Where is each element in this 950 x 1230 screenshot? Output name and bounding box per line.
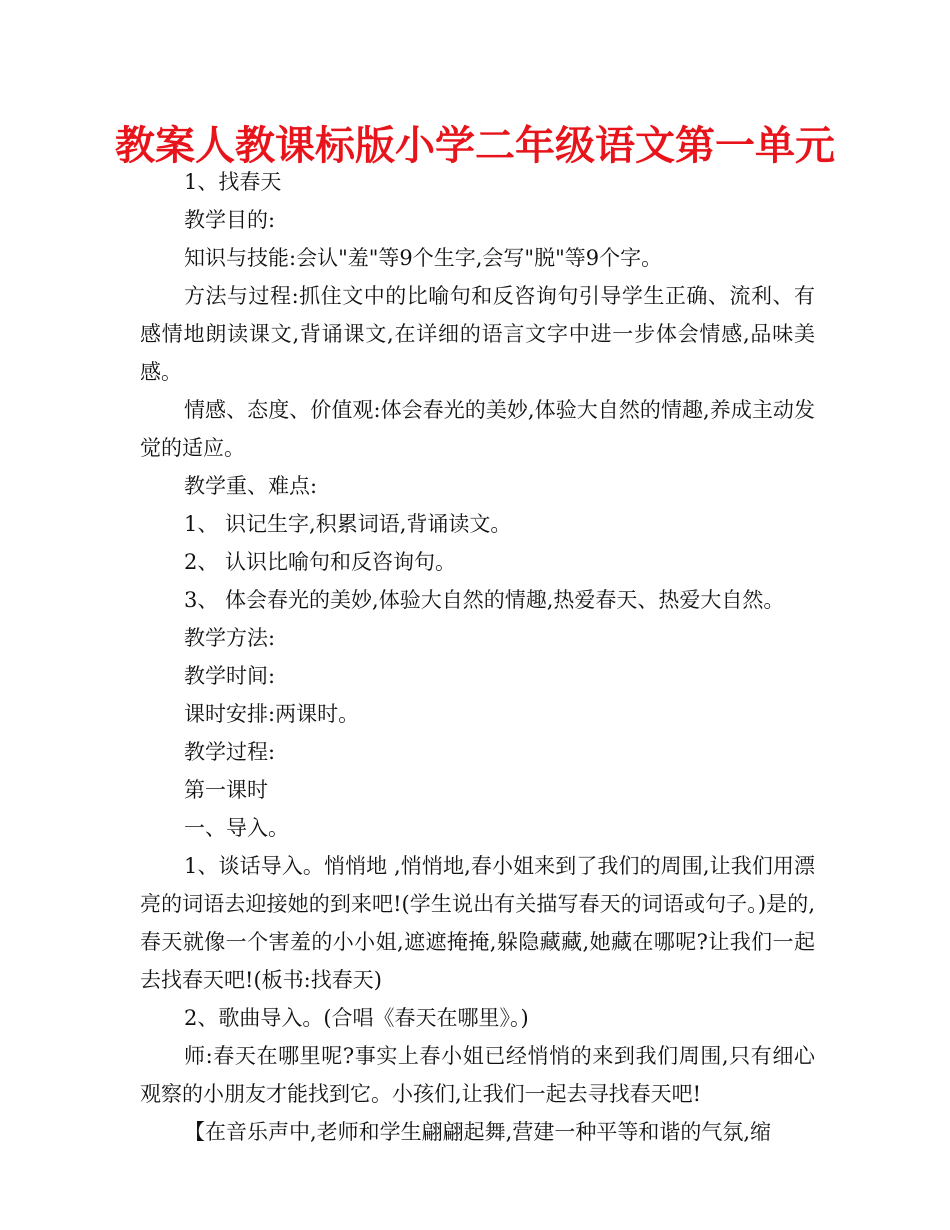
paragraph-schedule: 课时安排:两课时。: [184, 702, 360, 726]
paragraph-knowledge-skills: 知识与技能:会认"羞"等9个生字,会写"脱"等9个字。: [184, 246, 663, 270]
paragraph-teaching-time: 教学时间:: [184, 664, 276, 688]
paragraph-method-process: 方法与过程:抓住文中的比喻句和反咨询句引导学生正确、流利、有感情地朗读课文,背诵课文,在详细的语言文字中进一步体会情感,品味美感。: [140, 284, 815, 384]
document-body: [140, 163, 815, 1151]
paragraph-key-point-3: 3、 体会春光的美妙,体验大自然的情趣,热爱春天、热爱大自然。: [184, 588, 785, 612]
paragraph-talk-intro: 1、谈话导入。悄悄地 ,悄悄地,春小姐来到了我们的周围,让我们用漂亮的词语去迎接她的到来吧!(学生说出有关描写春天的词语或句子。)是的,春天就像一个害羞的小小姐,遮遮掩掩,躲隐藏藏,她藏在哪呢?让我们一起去找春天吧!(板书:找春天): [140, 854, 815, 992]
paragraph-first-lesson: 第一课时: [184, 778, 268, 802]
paragraph-key-points: 教学重、难点:: [184, 474, 318, 498]
paragraph-teaching-goals: 教学目的:: [184, 208, 276, 232]
document-title: 教案人教课标版小学二年级语文第一单元: [115, 123, 835, 169]
paragraph-teaching-method: 教学方法:: [184, 626, 276, 650]
paragraph-song-intro: 2、歌曲导入。(合唱《春天在哪里》。): [184, 1006, 529, 1030]
paragraph-key-point-2: 2、 认识比喻句和反咨询句。: [184, 550, 457, 574]
paragraph-emotion-values: 情感、态度、价值观:体会春光的美妙,体验大自然的情趣,养成主动发觉的适应。: [140, 398, 815, 460]
paragraph-teacher-speech: 师:春天在哪里呢?事实上春小姐已经悄悄的来到我们周围,只有细心观察的小朋友才能找到它。小孩们,让我们一起去寻找春天吧!: [140, 1044, 815, 1106]
paragraph-key-point-1: 1、 识记生字,积累词语,背诵读文。: [184, 512, 512, 536]
paragraph-introduction: 一、导入。: [184, 816, 289, 840]
paragraph-lesson-heading: 1、找春天: [184, 170, 282, 194]
paragraph-teaching-process: 教学过程:: [184, 740, 276, 764]
paragraph-music-activity: 【在音乐声中,老师和学生翩翩起舞,营建一种平等和谐的气氛,缩: [184, 1120, 772, 1144]
